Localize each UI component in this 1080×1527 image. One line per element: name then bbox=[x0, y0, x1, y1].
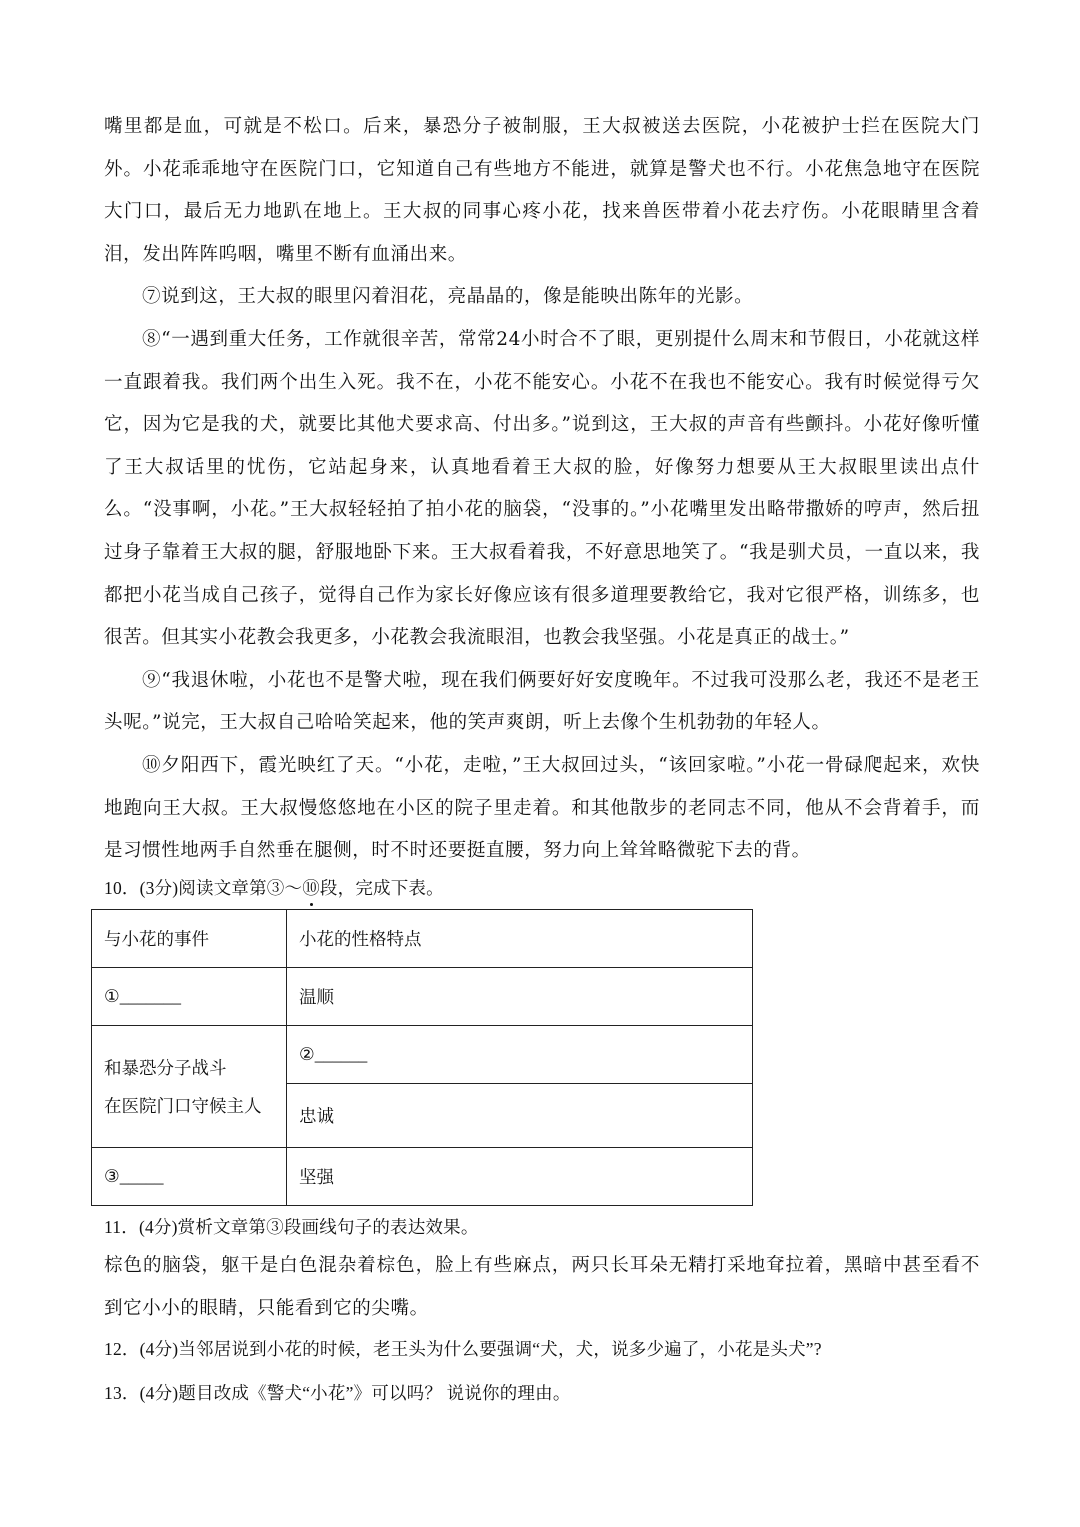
table-cell-events bbox=[92, 1026, 287, 1148]
table-header-trait: 小花的性格特点 bbox=[287, 910, 753, 968]
table-row bbox=[92, 1026, 753, 1084]
paragraph-10: ⑩夕阳西下，霞光映红了天。“小花，走啦，”王大叔回过头，“该回家啦。”小花一骨碌爬起来，欢快地跑向王大叔。王大叔慢悠悠地在小区的院子里走着。和其他散步的老同志不同，他从不会背着手，而是习惯性地两手自然垂在腿侧，时不时还要挺直腰，努力向上耸耸略微驼下去的背。 bbox=[104, 754, 980, 862]
table-cell-blank-3[interactable]: ③_____ bbox=[92, 1148, 287, 1206]
table-header-event: 与小花的事件 bbox=[92, 910, 287, 968]
answer-table bbox=[91, 909, 753, 1206]
table-cell-blank-2[interactable]: ②______ bbox=[287, 1026, 753, 1084]
question-12: 12．(4分)当邻居说到小花的时候，老王头为什么要强调“犬，犬，说多少遍了，小花是头犬”? bbox=[104, 1339, 822, 1359]
paragraph-9: ⑨“我退休啦，小花也不是警犬啦，现在我们俩要好好安度晚年。不过我可没那么老，我还不是老王头呢。”说完，王大叔自己哈哈笑起来，他的笑声爽朗，听上去像个生机勃勃的年轻人。 bbox=[104, 669, 980, 734]
table-cell-blank-1[interactable]: ①_______ bbox=[92, 968, 287, 1026]
article-body bbox=[104, 106, 980, 903]
question-10 bbox=[104, 873, 980, 903]
table-cell-trait: 坚强 bbox=[287, 1148, 753, 1206]
table-row bbox=[92, 968, 753, 1026]
question-11: 11．(4分)赏析文章第③段画线句子的表达效果。 bbox=[104, 1217, 479, 1237]
table-header-row bbox=[92, 910, 753, 968]
question-10-suffix: 段，完成下表。 bbox=[319, 877, 444, 898]
table-event-line: 在医院门口守候主人 bbox=[104, 1095, 262, 1116]
table-event-line: 和暴恐分子战斗 bbox=[104, 1057, 227, 1078]
question-10-emphasized: ⑩ bbox=[302, 877, 320, 898]
question-10-prefix: 10．(3分)阅读文章第③～ bbox=[104, 877, 303, 898]
paragraph-8: ⑧“一遇到重大任务，工作就很辛苦，常常24小时合不了眼，更别提什么周末和节假日，小花就这样一直跟着我。我们两个出生入死。我不在，小花不能安心。小花不在我也不能安心。我有时候觉得亏欠它，因为它是我的犬，就要比其他犬要求高、付出多。”说到这，王大叔的声音有些颤抖。小花好像听懂了王大叔话里的忧伤，它站起身来，认真地看着王大叔的脸，好像努力想要从王大叔眼里读出点什么。“没事啊，小花。”王大叔轻轻拍了拍小花的脑袋，“没事的。”小花嘴里发出略带撒娇的哼声，然后扭过身子靠着王大叔的腿，舒服地卧下来。王大叔看着我，不好意思地笑了。“我是驯犬员，一直以来，我都把小花当成自己孩子，觉得自己作为家长好像应该有很多道理要教给它，我对它很严格，训练多，也很苦。但其实小花教会我更多，小花教会我流眼泪，也教会我坚强。小花是真正的战士。” bbox=[104, 328, 980, 649]
questions-section bbox=[104, 1212, 980, 1408]
paragraph-7: ⑦说到这，王大叔的眼里闪着泪花，亮晶晶的，像是能映出陈年的光影。 bbox=[142, 286, 754, 308]
question-13: 13．(4分)题目改成《警犬“小花”》可以吗？ 说说你的理由。 bbox=[104, 1383, 571, 1403]
table-row bbox=[92, 1148, 753, 1206]
question-11-quote: 棕色的脑袋，躯干是白色混杂着棕色，脸上有些麻点，两只长耳朵无精打采地耷拉着，黑暗中甚至看不到它小小的眼睛，只能看到它的尖嘴。 bbox=[104, 1255, 980, 1319]
table-cell-trait: 忠诚 bbox=[287, 1084, 753, 1148]
paragraph-6-continued: 嘴里都是血，可就是不松口。后来，暴恐分子被制服，王大叔被送去医院，小花被护士拦在医院大门外。小花乖乖地守在医院门口，它知道自己有些地方不能进，就算是警犬也不行。小花焦急地守在医院大门口，最后无力地趴在地上。王大叔的同事心疼小花，找来兽医带着小花去疗伤。小花眼睛里含着泪，发出阵阵呜咽，嘴里不断有血涌出来。 bbox=[104, 116, 980, 265]
table-cell-trait: 温顺 bbox=[287, 968, 753, 1026]
